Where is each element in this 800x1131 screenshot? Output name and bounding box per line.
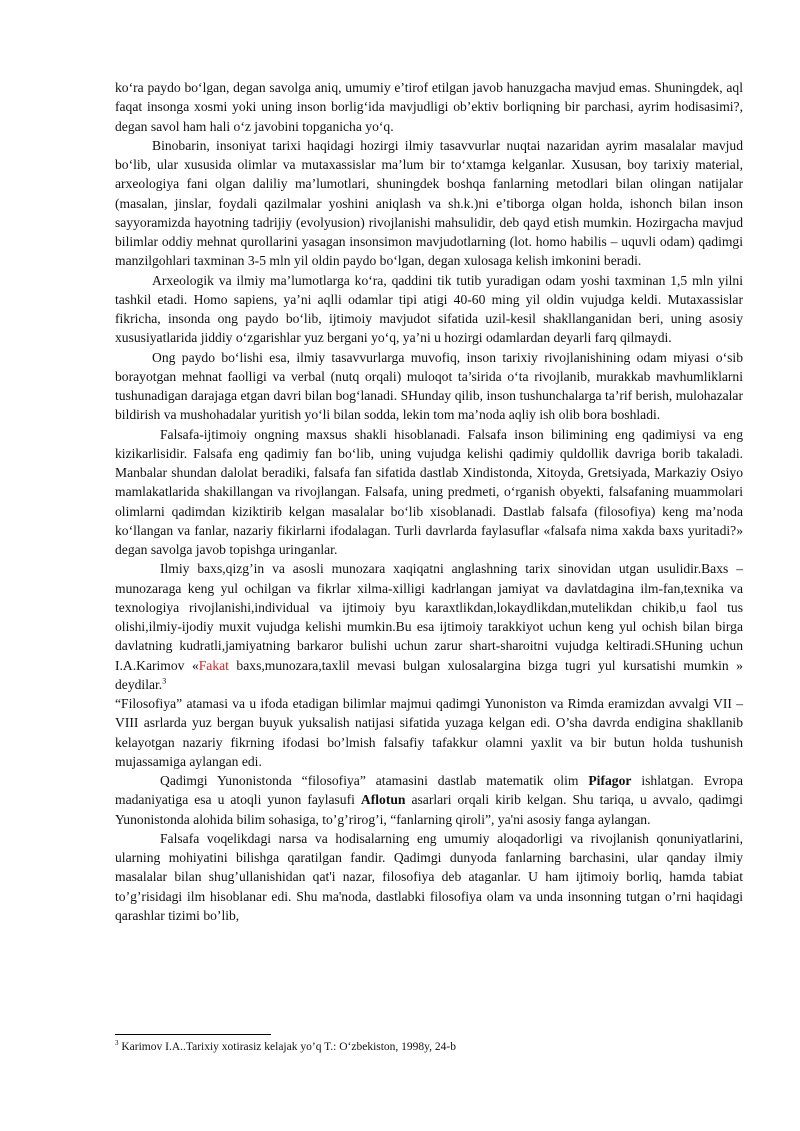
- paragraph-7: “Filosofiya” atamasi va u ifoda etadigan bilimlar majmui qadimgi Yunoniston va Rimda eramizdan avvalgi VII – VIII asrlarda yuz bergan buyuk yuksalish natijasi sifatida yuzaga kelgan edi. O’sha davrda endigina shakllanib kelayotgan nazariy fikrning ifodasi bo’lmish falsafiy tafakkur olamni yaxlit va bir butun holda tushunish mujassamiga aylangan edi.: [115, 696, 743, 769]
- paragraph-9: Falsafa voqelikdagi narsa va hodisalarning eng umumiy aloqadorligi va rivojlanish qonuniyatlarini, ularning mohiyatini bilishga qaratilgan fandir. Qadimgi dunyoda fanlarning barchasini, ular qanday ilmiy masalalar bilan shug’ullanishidan qat'i nazar, filosofiya deb ataganlar. U ham ijtimoiy borliq, hamda tabiat to’g’risidagi ilm hisoblanar edi. Shu ma'noda, dastlabki filosofiya olam va unda insonning tutgan o’rni haqidagi qarashlar tizimi bo’lib,: [115, 830, 743, 923]
- footnote-divider: [115, 1034, 271, 1035]
- footnote: [115, 1040, 743, 1054]
- footnote-text: Karimov I.A..Tarixiy xotirasiz kelajak yo’q T.: O‘zbekiston, 1998y, 24-b: [118, 1041, 457, 1053]
- footnote-reference[interactable]: 3: [162, 676, 167, 686]
- paragraph-3: Arxeologik va ilmiy ma’lumotlarga ko‘ra, qaddini tik tutib yuradigan odam yoshi taxminan 1,5 mln yilni tashkil etadi. Homo sapiens, ya’ni aqlli odamlar tipi atigi 40-60 ming yil oldin vujudga keldi. Mutaxassislar fikricha, insonda ong paydo bo‘lib, ijtimoiy mavjudot sifatida uzil-kesil shakllanganidan beri, uning asosiy xususiyatlarida jiddiy o‘zgarishlar yuz bergani yo‘q, ya’ni u hozirgi odamlardan deyarli farq qilmaydi.: [115, 272, 743, 346]
- paragraph-5: Falsafa-ijtimoiy ongning maxsus shakli hisoblanadi. Falsafa inson bilimining eng qadimiysi va eng kizikarlisidir. Falsafa eng qadimiy fan bo‘lib, uning vujudga kelishi qadimiy quldollik davriga borib takaladi. Manbalar shundan dalolat beradiki, falsafa fan sifatida dastlab Xindistonda, Xitoyda, Gretsiyada, Markaziy Osiyo mamlakatlarida shakillangan va rivojlangan. Falsafa, uning predmeti, o‘rganish obyekti, falsafaning muammolari olimlarni qadimdan kiziktirib kelgan masalalar bo‘lib xisoblanadi. Dastlab falsafa (filosofiya) keng ma’noda ko‘llangan va fanlar, nazariy fikirlarni ifodalagan. Turli davrlarda faylasuflar «falsafa nima xakda baxs yuritadi?» degan savolga javob topishga uringanlar.: [115, 426, 743, 557]
- paragraph-8-text-b: ishlatgan. Evropa madaniyatiga esa u atoqli yunon faylasufi: [115, 773, 744, 808]
- paragraph-6: [115, 559, 743, 694]
- highlighted-word: Fakat: [198, 657, 229, 673]
- bold-name-aflotun: Aflotun: [360, 792, 406, 808]
- bold-name-pifagor: Pifagor: [588, 773, 632, 788]
- paragraph-4: Ong paydo bo‘lishi esa, ilmiy tasavvurlarga muvofiq, inson tarixiy rivojlanishining odam miyasi o‘sib borayotgan mehnat faolligi va verbal (nutq orqali) muloqot ta’sirida o‘ta rivojlanib, murakkab mavhumliklarni tushunadigan darajaga etgan davri bilan bog‘lanadi. SHunday qilib, inson tushunchalarga ta’rif berish, mulohazalar bildirish va mushohadalar yuritish yo‘li bilan sodda, lekin tom ma’noda aqliy ish olib bora boshladi.: [115, 349, 743, 423]
- paragraph-6-text-b: baxs,munozara,taxlil mevasi bulgan xulosalargina bizga tugri yul kursatishi mumkin » deydilar.: [115, 657, 743, 692]
- paragraph-8-text-a: Qadimgi Yunonistonda “filosofiya” atamasini dastlab matematik olim: [160, 773, 589, 788]
- document-body: [115, 78, 743, 925]
- paragraph-1: ko‘ra paydo bo‘lgan, degan savolga aniq, umumiy e’tirof etilgan javob hanuzgacha mavjud emas. Shuningdek, aql faqat insonga xosmi yoki uning inson borlig‘ida mavjudligi ob’ektiv borliqning bir parchasi, ayrim hodisasimi?, degan savol ham hali o‘z javobini topganicha yo‘q.: [115, 80, 743, 134]
- paragraph-8: [115, 771, 743, 829]
- paragraph-6-text-a: Ilmiy baxs,qizg’in va asosli munozara xaqiqatni anglashning tarix sinovidan utgan usulidir.Baxs – munozaraga keng yul ochilgan va fikrlar xilma-xilligi kadrlangan jamiyat va davlatdagina ilm-fan,texnika va texnologiya rivojlanishi,individual va ijtimoiy byu karaxtlikdan,lokaydlikdan,mutelikdan chikib,u faol tus olishi,ilmiy-ijodiy muxit vujudga kelishi mumkin.Bu esa ijtimoiy tarakkiyot uchun keng yul ochish bilan birga davlatning kudratli,jamiyatning barkaror bulishi uchun zarur shart-sharoitni vujudga keltiradi.SHuning uchun I.A.Karimov «: [115, 561, 743, 673]
- paragraph-8-text-c: asarlari orqali kirib kelgan. Shu tariqa, u avvalo, qadimgi Yunonistonda alohida bilim sohasiga, to’g’rirog’i, “fanlarning qiroli”, ya'ni asosiy fanga aylangan.: [115, 792, 743, 827]
- footnote-mark: 3: [115, 1039, 119, 1048]
- paragraph-2: Binobarin, insoniyat tarixi haqidagi hozirgi ilmiy tasavvurlar nuqtai nazaridan ayrim masalalar mavjud bo‘lib, ular xususida olimlar va mutaxassislar ma’lum bir to‘xtamga kelganlar. Xususan, boy tarixiy material, arxeologiya fani olgan daliliy ma’lumotlari, shuningdek boshqa fanlarning metodlari bilan olingan natijalar (masalan, jinslar, foydali qazilmalar yoshini aniqlash va sh.k.)ni e’tiborga olgan holda, ishonch bilan inson sayyoramizda hayotning tadrijiy (evolyusion) rivojlanishi mahsulidir, deb qayd etish mumkin. Hozirgacha mavjud bilimlar oddiy mehnat qurollarini yasagan insonsimon mavjudotlarning (lot. homo habilis – uquvli odam) qadimgi manzilgohlari taxminan 3-5 mln yil oldin paydo bo‘lgan, degan xulosaga kelish imkonini beradi.: [115, 137, 743, 269]
